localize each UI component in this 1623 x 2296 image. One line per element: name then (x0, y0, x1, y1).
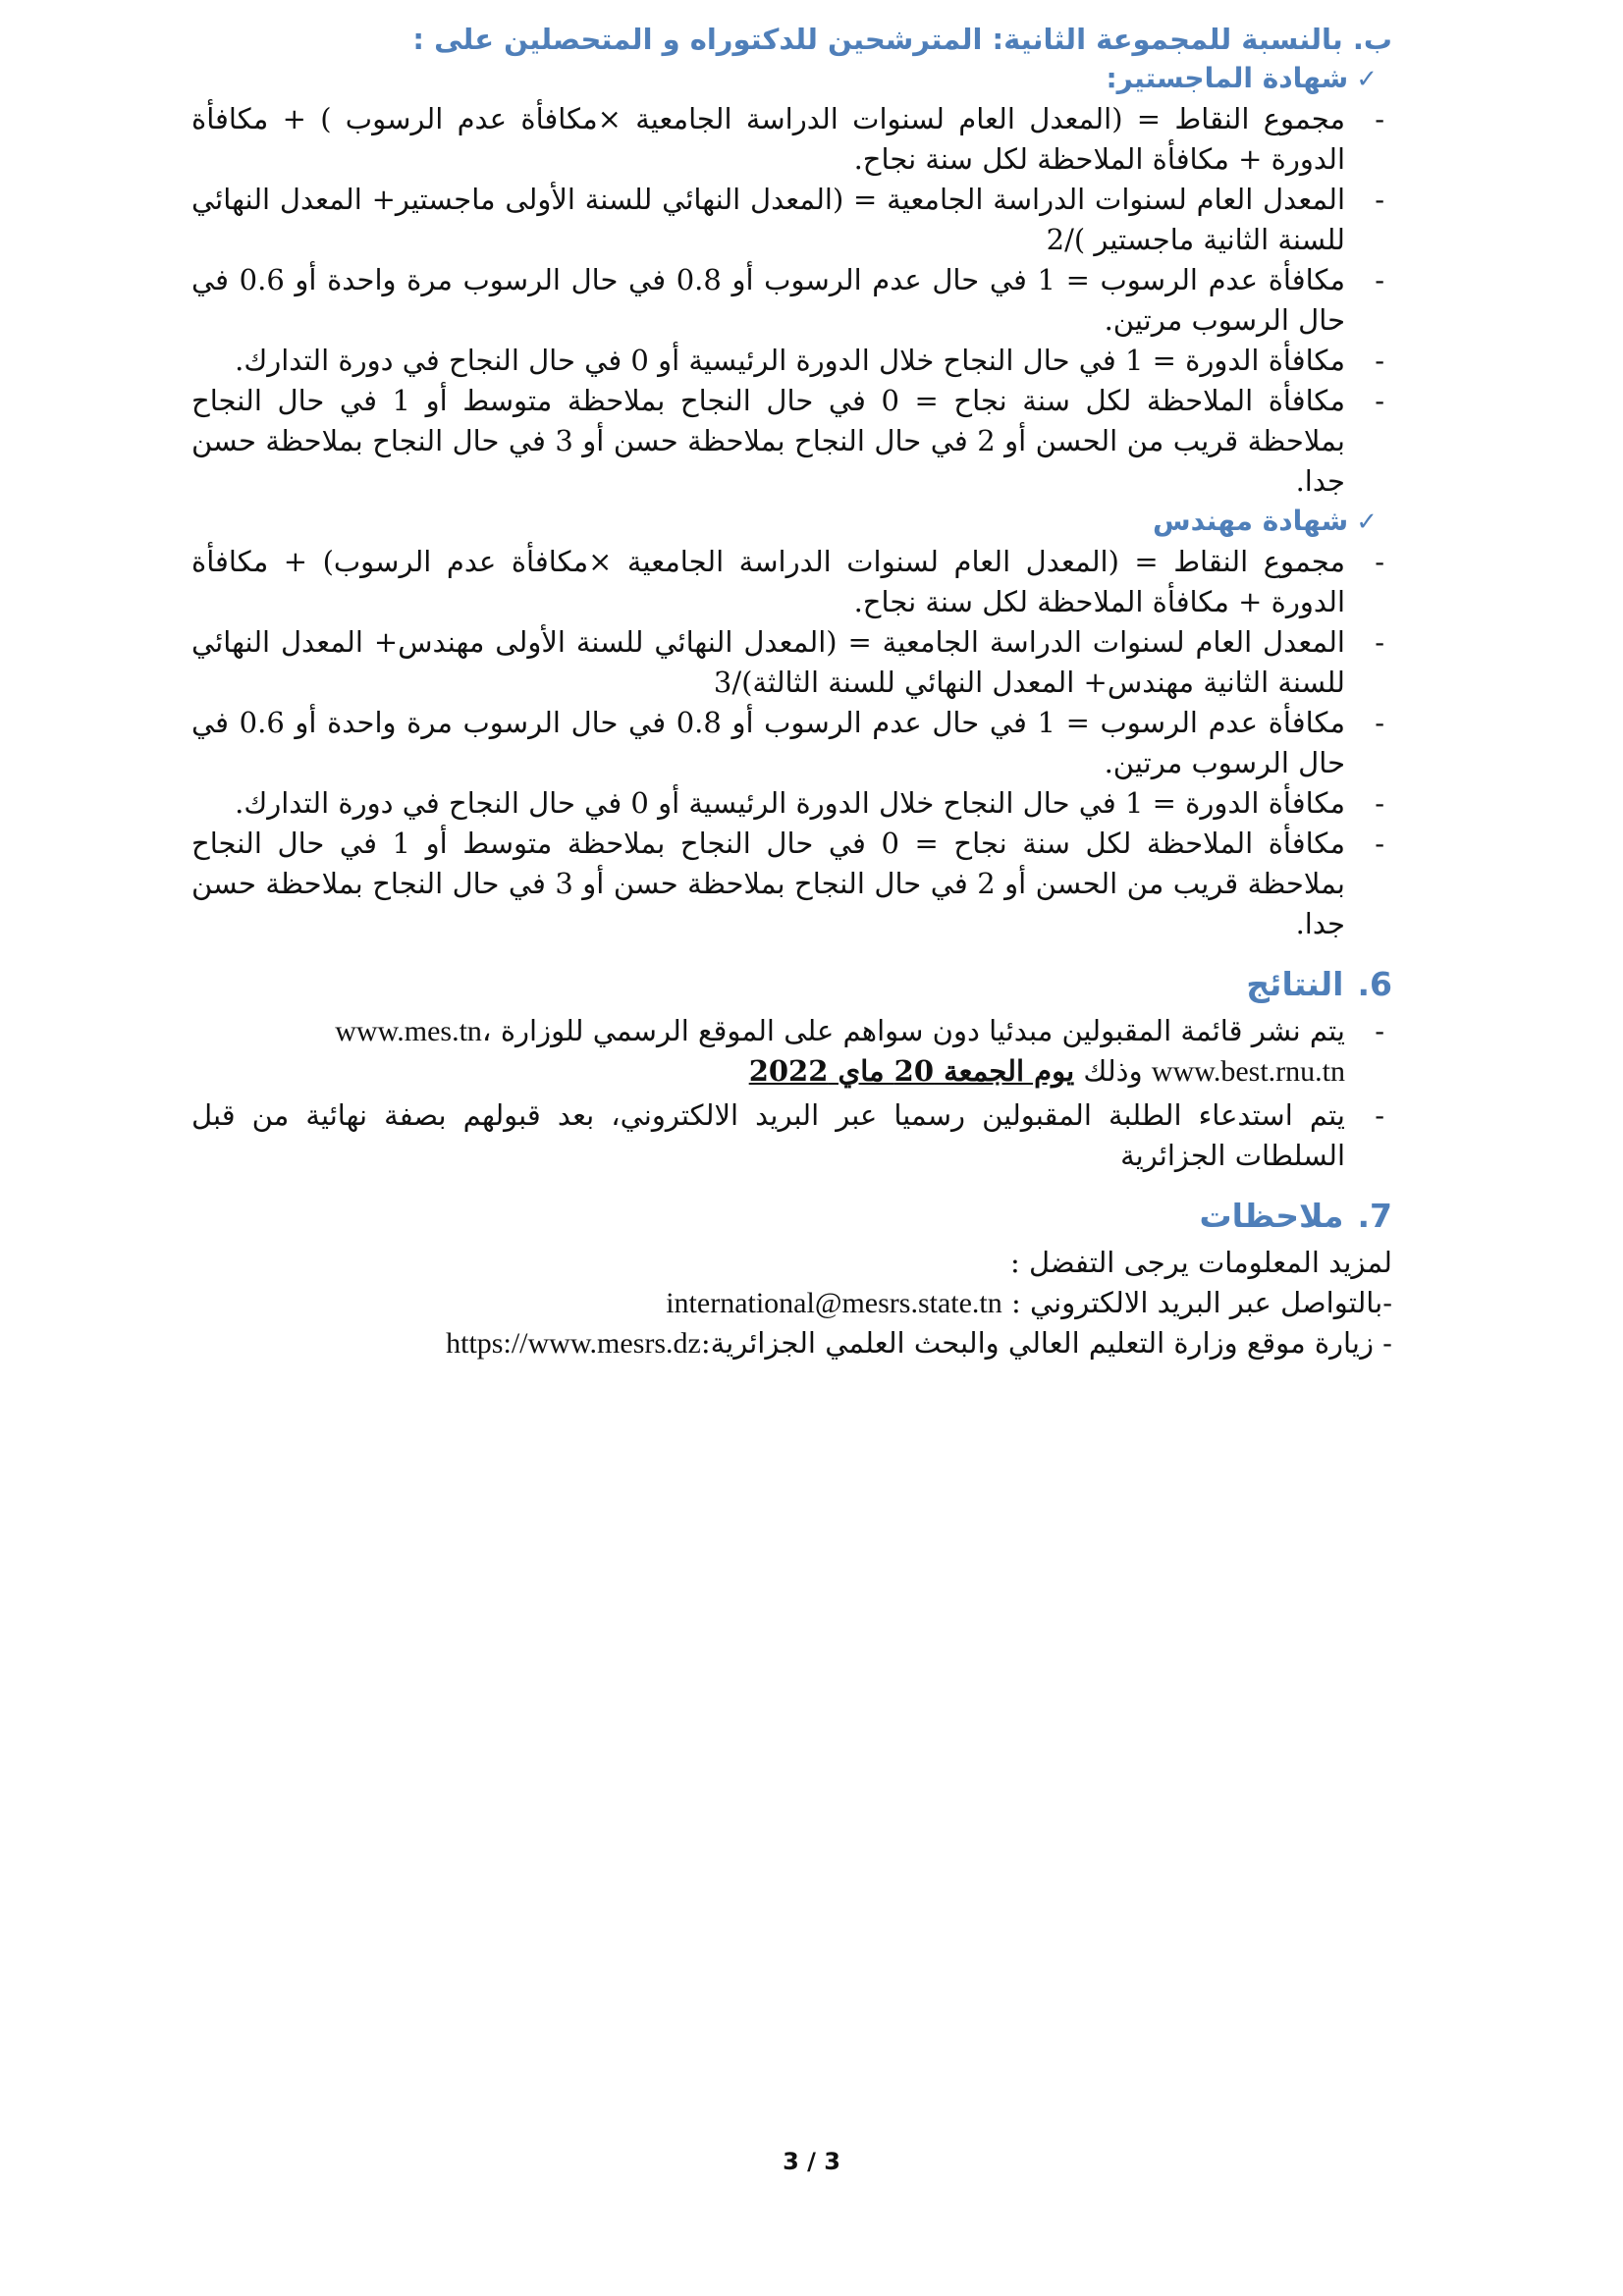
results-date: يوم الجمعة 20 ماي 2022 (748, 1054, 1075, 1088)
notes-email-line: -بالتواصل عبر البريد الالكتروني : international@mesrs.state.tn (666, 1286, 1392, 1319)
list-item: - مجموع النقاط = (المعدل العام لسنوات الدراسة الجامعية ×مكافأة عدم الرسوب ) + مكافأة الدورة + مكافأة الملاحظة لكل سنة نجاح. (191, 102, 1384, 176)
notes-site-line: - زيارة موقع وزارة التعليم العالي والبحث العلمي الجزائرية:https://www.mesrs.dz (446, 1326, 1392, 1360)
masters-list (191, 99, 1392, 502)
notes-number: 7. (1357, 1197, 1392, 1235)
masters-heading (191, 59, 1378, 99)
list-item: - المعدل العام لسنوات الدراسة الجامعية = (المعدل النهائي للسنة الأولى مهندس+ المعدل النهائي للسنة الثانية مهندس+ المعدل النهائي للسنة الثالثة)/3 (191, 625, 1384, 699)
list-item: - مكافأة عدم الرسوب = 1 في حال عدم الرسوب أو 0.8 في حال الرسوب مرة واحدة أو 0.6 في حال الرسوب مرتين. (191, 263, 1384, 337)
best-link[interactable]: www.best.rnu.tn (1151, 1055, 1345, 1088)
checkmark-icon: ✓ (1356, 65, 1378, 94)
list-item: - مكافأة الملاحظة لكل سنة نجاح = 0 في حال النجاح بملاحظة متوسط أو 1 في حال النجاح بملاحظة قريب من الحسن أو 2 في حال النجاح بملاحظة حسن أو 3 في حال النجاح بملاحظة حسن جدا. (191, 827, 1384, 940)
list-item: - مكافأة الدورة = 1 في حال النجاح خلال الدورة الرئيسية أو 0 في حال النجاح في دورة التدارك. (235, 344, 1384, 377)
results-title: النتائج (1246, 965, 1344, 1003)
results-number: 6. (1357, 965, 1392, 1003)
ministry-link[interactable]: www.mes.tn، (335, 1015, 492, 1047)
list-item: - مكافأة الدورة = 1 في حال النجاح خلال الدورة الرئيسية أو 0 في حال النجاح في دورة التدارك. (235, 786, 1384, 820)
list-item: - مكافأة الملاحظة لكل سنة نجاح = 0 في حال النجاح بملاحظة متوسط أو 1 في حال النجاح بملاحظة قريب من الحسن أو 2 في حال النجاح بملاحظة حسن أو 3 في حال النجاح بملاحظة حسن جدا. (191, 384, 1384, 498)
notes-title: ملاحظات (1199, 1197, 1344, 1235)
engineer-list (191, 542, 1392, 944)
section-b-heading: ب. بالنسبة للمجموعة الثانية: المترشحين للدكتوراه و المتحصلين على : (412, 23, 1392, 56)
notes-intro: لمزيد المعلومات يرجى التفضل : (1009, 1246, 1392, 1279)
engineer-heading (191, 502, 1378, 542)
list-item: - مكافأة عدم الرسوب = 1 في حال عدم الرسوب أو 0.8 في حال الرسوب مرة واحدة أو 0.6 في حال الرسوب مرتين. (191, 706, 1384, 779)
engineer-heading-text: شهادة مهندس (1152, 505, 1349, 537)
results-list (191, 1011, 1392, 1176)
document-page (191, 14, 1392, 1363)
results-heading (191, 962, 1392, 1007)
website-link[interactable]: https://www.mesrs.dz (446, 1327, 701, 1360)
list-item: - يتم استدعاء الطلبة المقبولين رسميا عبر البريد الالكتروني، بعد قبولهم بصفة نهائية من قبل السلطات الجزائرية (191, 1098, 1384, 1172)
page-number: 3 / 3 (783, 2148, 840, 2175)
list-item: - المعدل العام لسنوات الدراسة الجامعية = (المعدل النهائي للسنة الأولى ماجستير+ المعدل النهائي للسنة الثانية ماجستير )/2 (191, 183, 1384, 256)
list-item: - مجموع النقاط = (المعدل العام لسنوات الدراسة الجامعية ×مكافأة عدم الرسوب) + مكافأة الدورة + مكافأة الملاحظة لكل سنة نجاح. (191, 545, 1384, 618)
list-item: - يتم نشر قائمة المقبولين مبدئيا دون سواهم على الموقع الرسمي للوزارة www.mes.tn، www.best.rnu.tn وذلك يوم الجمعة 20 ماي 2022 (335, 1014, 1384, 1088)
checkmark-icon: ✓ (1356, 507, 1378, 537)
notes-heading (191, 1194, 1392, 1239)
masters-heading-text: شهادة الماجستير: (1106, 62, 1349, 94)
email-link[interactable]: international@mesrs.state.tn (666, 1287, 1002, 1319)
